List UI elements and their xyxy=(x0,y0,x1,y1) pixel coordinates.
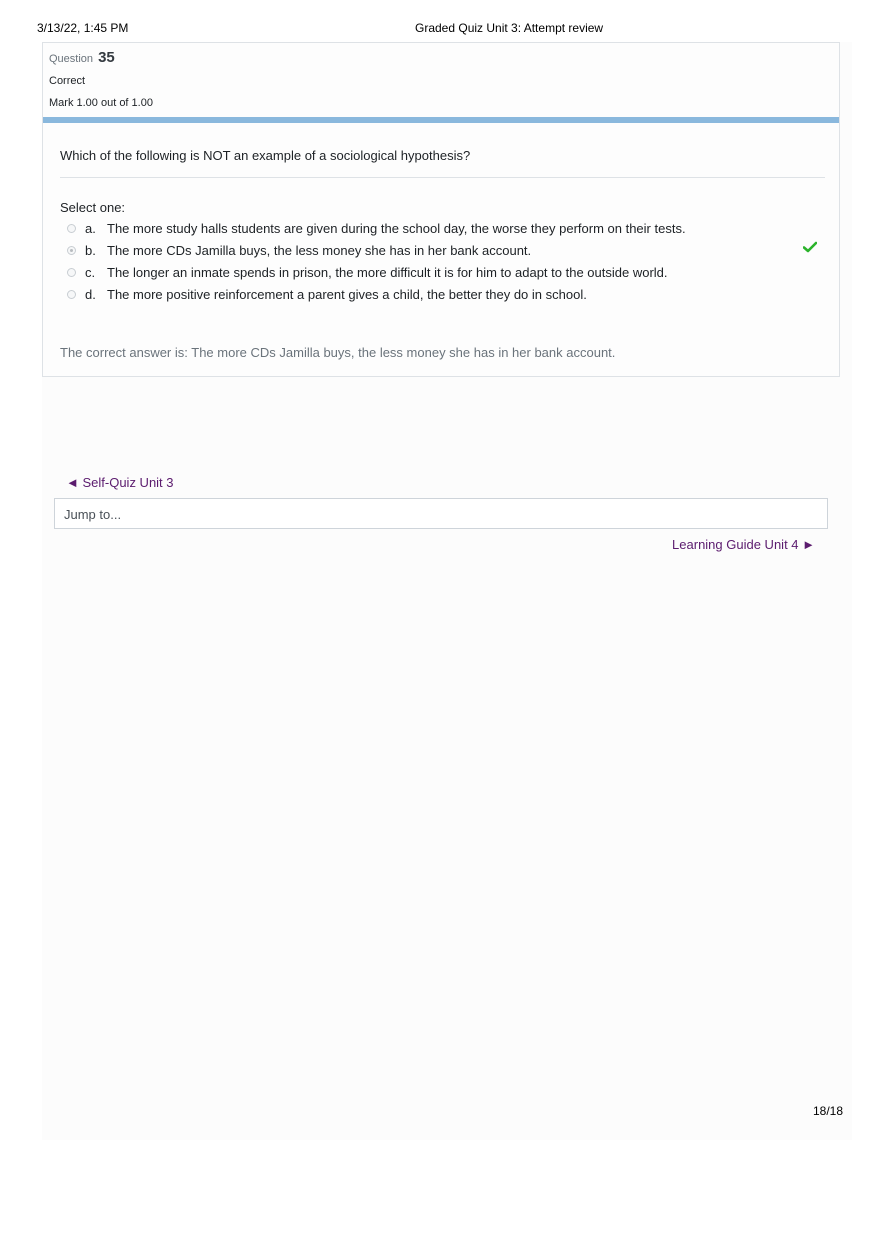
option-number: c. xyxy=(85,265,96,280)
question-info xyxy=(43,43,839,117)
option-text: The more CDs Jamilla buys, the less money she has in her bank account. xyxy=(107,243,532,258)
radio-button-selected[interactable] xyxy=(67,246,76,255)
answer-option-b[interactable] xyxy=(65,243,825,265)
option-number: a. xyxy=(85,221,96,236)
print-header xyxy=(0,21,880,37)
question-grade: Mark 1.00 out of 1.00 xyxy=(49,97,153,109)
accent-bar xyxy=(43,117,839,123)
divider xyxy=(60,177,825,178)
print-title: Graded Quiz Unit 3: Attempt review xyxy=(415,21,604,35)
next-activity-link[interactable]: Learning Guide Unit 4 ► xyxy=(672,537,815,552)
option-text: The more study halls students are given during the school day, the worse they perform on their tests. xyxy=(107,221,686,236)
jump-to-placeholder: Jump to... xyxy=(64,507,122,522)
radio-button[interactable] xyxy=(67,268,76,277)
option-text: The longer an inmate spends in prison, the more difficult it is for him to adapt to the outside world. xyxy=(107,265,668,280)
question-number-line xyxy=(49,49,115,66)
question-state: Correct xyxy=(49,75,86,87)
select-prompt: Select one: xyxy=(60,200,126,215)
print-date: 3/13/22, 1:45 PM xyxy=(37,21,129,35)
question-number: 35 xyxy=(98,49,115,66)
option-text: The more positive reinforcement a parent gives a child, the better they do in school. xyxy=(107,287,587,302)
answer-option-d[interactable] xyxy=(65,287,825,309)
check-icon xyxy=(803,241,817,253)
correct-answer-feedback: The correct answer is: The more CDs Jamilla buys, the less money she has in her bank account. xyxy=(60,345,616,360)
answer-option-c[interactable] xyxy=(65,265,825,287)
answer-option-a[interactable] xyxy=(65,221,825,243)
radio-button[interactable] xyxy=(67,224,76,233)
radio-button[interactable] xyxy=(67,290,76,299)
jump-to-select[interactable] xyxy=(54,498,828,529)
question-label: Question xyxy=(49,53,94,65)
page-number: 18/18 xyxy=(813,1104,844,1118)
question-card xyxy=(42,42,840,377)
prev-activity-link[interactable]: ◄ Self-Quiz Unit 3 xyxy=(66,475,174,490)
option-number: d. xyxy=(85,287,96,302)
option-number: b. xyxy=(85,243,96,258)
question-text: Which of the following is NOT an example of a sociological hypothesis? xyxy=(60,148,471,163)
